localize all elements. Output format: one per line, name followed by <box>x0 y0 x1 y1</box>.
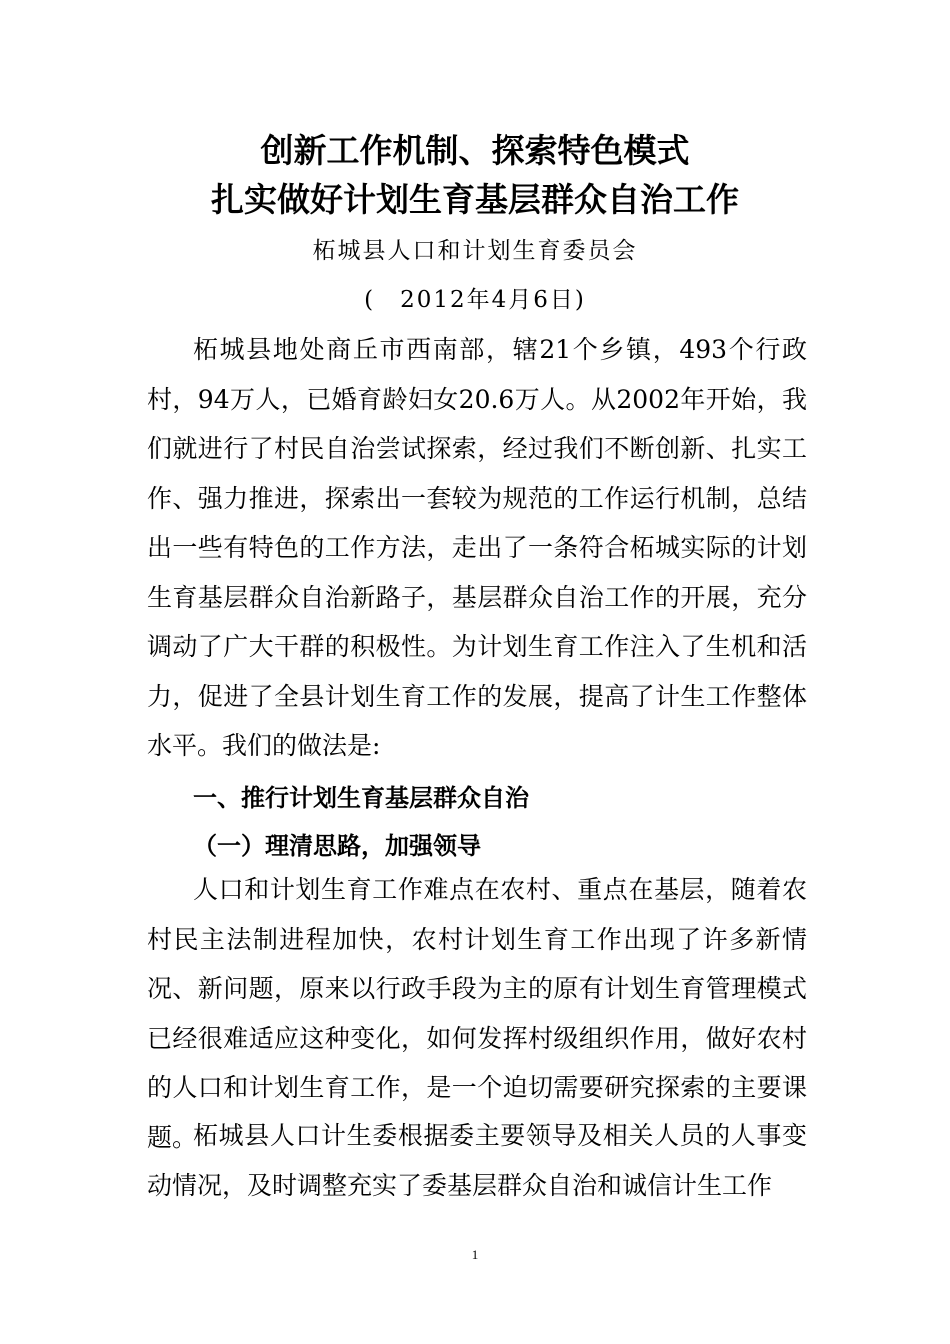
page-number: 1 <box>471 1247 479 1262</box>
body-paragraph-intro: 柘城县地处商丘市西南部，辖21个乡镇，493个行政村，94万人，已婚育龄妇女20.6万人。从2002年开始，我们就进行了村民自治尝试探索，经过我们不断创新、扎实工作、强力推进，探索出一套较为规范的工作运行机制，总结出一些有特色的工作方法，走出了一条符合柘城实际的计划生育基层群众自治新路子，基层群众自治工作的开展，充分调动了广大干群的积极性。为计划生育工作注入了生机和活力，促进了全县计划生育工作的发展，提高了计生工作整体水平。我们的做法是: <box>147 335 807 760</box>
document-date: ( 2012年4月6日) <box>364 287 586 313</box>
document-title-line-1: 创新工作机制、探索特色模式 <box>260 131 690 170</box>
subsection-heading: （一）理清思路，加强领导 <box>193 832 481 860</box>
author-organization: 柘城县人口和计划生育委员会 <box>312 238 638 264</box>
body-paragraph: 柘城县人口计生委根据委主要领导及相关人员的人事变动情况，及时调整充实了委基层群众自治和诚信计生工作 <box>147 1121 807 1200</box>
document-title-line-2: 扎实做好计划生育基层群众自治工作 <box>211 180 739 219</box>
body-paragraph: 人口和计划生育工作难点在农村、重点在基层，随着农村民主法制进程加快，农村计划生育工作出现了许多新情况、新问题，原来以行政手段为主的原有计划生育管理模式已经很难适应这种变化，如何发挥村级组织作用，做好农村的人口和计划生育工作，是一个迫切需要研究探索的主要课题。 <box>147 875 807 1152</box>
section-heading: 一、推行计划生育基层群众自治 <box>193 784 529 812</box>
